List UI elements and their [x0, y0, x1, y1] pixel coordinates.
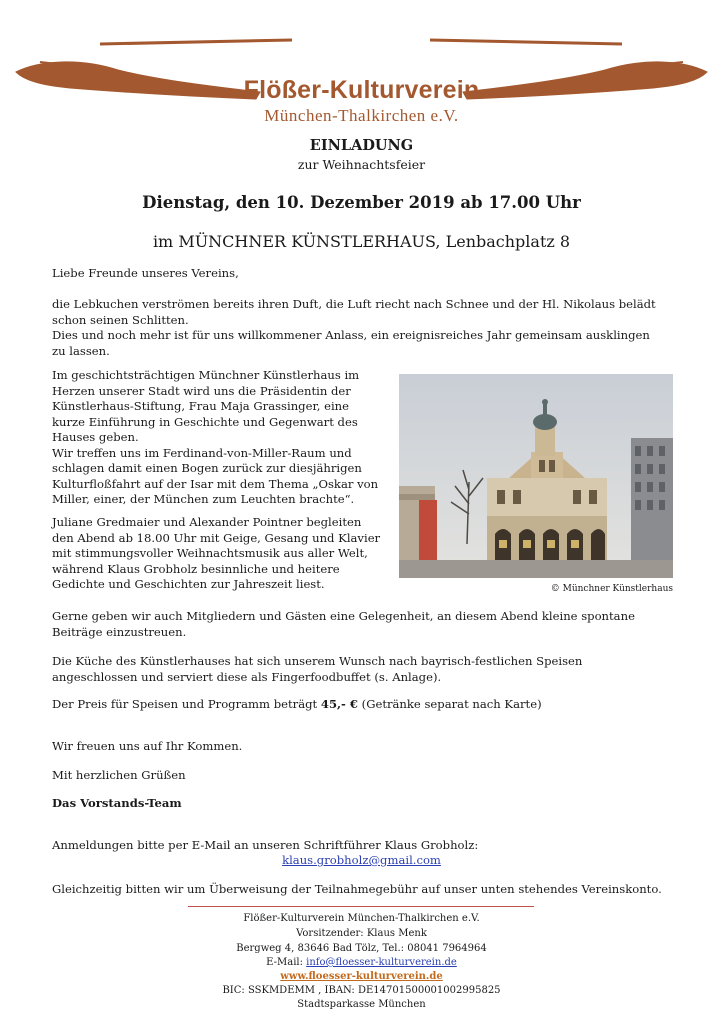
footer-email-link[interactable]: info@floesser-kulturverein.de — [306, 957, 457, 968]
text-line: Im geschichtsträchtigen Münchner Künstlerhaus im — [52, 368, 360, 382]
closing-line: Wir freuen uns auf Ihr Kommen. — [52, 739, 243, 753]
music-paragraph — [52, 515, 397, 593]
kuenstlerhaus-paragraph — [52, 368, 397, 508]
text-line: Gerne geben wir auch Mitgliedern und Gästen eine Gelegenheit, an diesem Abend kleine spontane — [52, 609, 635, 623]
price-suffix: (Getränke separat nach Karte) — [357, 697, 542, 711]
footer-bank-ids: BIC: SSKMDEMM , IBAN: DE14701500001002995825 — [222, 985, 501, 996]
registration-email-row — [0, 853, 723, 867]
text-line: Künstlerhaus-Stiftung, Frau Maja Grassinger, eine — [52, 399, 349, 413]
guests-paragraph — [52, 609, 672, 640]
footer-email-label: E-Mail: — [266, 957, 307, 968]
text-line: Beiträge einzustreuen. — [52, 624, 187, 639]
registration-email-link[interactable]: klaus.grobholz@gmail.com — [282, 853, 441, 867]
signature: Das Vorstands-Team — [52, 796, 182, 810]
org-logo-subtitle: München-Thalkirchen e.V. — [264, 106, 459, 125]
text-line: Hauses geben. — [52, 430, 139, 444]
text-line: mit stimmungsvoller Weihnachtsmusik aus aller Welt, — [52, 546, 368, 560]
photo-caption: © Münchner Künstlerhaus — [550, 584, 673, 594]
text-line: schlagen damit einen Bogen zurück zur diesjährigen — [52, 461, 362, 475]
text-line: während Klaus Grobholz besinnliche und heitere — [52, 561, 340, 576]
text-line: kurze Einführung in Geschichte und Gegenwart des — [52, 414, 358, 429]
event-date: Dienstag, den 10. Dezember 2019 ab 17.00 Uhr — [142, 193, 581, 212]
footer-bank: Stadtsparkasse München — [297, 999, 426, 1010]
text-line: Die Küche des Künstlerhauses hat sich unserem Wunsch nach bayrisch-festlichen Speisen — [52, 654, 583, 668]
org-logo-name: Flößer-Kulturverein — [243, 76, 480, 104]
text-line: zu lassen. — [52, 343, 110, 358]
text-line: Wir treffen uns im Ferdinand-von-Miller-Raum und — [52, 445, 352, 460]
footer-address: Bergweg 4, 83646 Bad Tölz, Tel.: 08041 7964964 — [236, 943, 487, 954]
regards: Mit herzlichen Grüßen — [52, 768, 186, 782]
text-line: angeschlossen und serviert diese als Fingerfoodbuffet (s. Anlage). — [52, 669, 442, 684]
greeting: Liebe Freunde unseres Vereins, — [52, 266, 239, 280]
price-prefix: Der Preis für Speisen und Programm beträgt — [52, 697, 321, 711]
text-line: die Lebkuchen verströmen bereits ihren Duft, die Luft riecht nach Schnee und der Hl. Nikolaus belädt — [52, 297, 656, 311]
text-line: den Abend ab 18.00 Uhr mit Geige, Gesang und Klavier — [52, 530, 381, 545]
text-line: Gedichte und Geschichten zur Jahreszeit liest. — [52, 577, 325, 591]
footer-website-row — [0, 969, 723, 984]
payment-text: Gleichzeitig bitten wir um Überweisung der Teilnahmegebühr auf unser unten stehendes Vereinskonto. — [52, 882, 662, 896]
price-amount: 45,- € — [320, 697, 358, 711]
footer-org: Flößer-Kulturverein München-Thalkirchen e.V. — [243, 913, 480, 924]
text-line: Juliane Gredmaier und Alexander Pointner begleiten — [52, 515, 362, 529]
registration-text: Anmeldungen bitte per E-Mail an unseren Schriftführer Klaus Grobholz: — [52, 838, 479, 852]
text-line: Herzen unserer Stadt wird uns die Präsidentin der — [52, 383, 351, 398]
text-line: schon seinen Schlitten. — [52, 312, 189, 327]
footer-email-row — [0, 955, 723, 970]
text-line: Miller, einer, der München zum Leuchten brachte“. — [52, 492, 355, 506]
kuenstlerhaus-photo — [399, 374, 673, 578]
event-venue: im MÜNCHNER KÜNSTLERHAUS, Lenbachplatz 8 — [152, 232, 571, 251]
intro-paragraph — [52, 297, 672, 359]
price-line — [52, 697, 672, 713]
occasion-subheading: zur Weihnachtsfeier — [297, 157, 426, 172]
footer-website-link[interactable]: www.floesser-kulturverein.de — [280, 971, 443, 982]
text-line: Kulturfloßfahrt auf der Isar mit dem Thema „Oskar von — [52, 476, 379, 491]
invitation-heading: EINLADUNG — [309, 137, 414, 154]
footer-divider — [188, 906, 534, 907]
food-paragraph — [52, 654, 672, 685]
footer-chair: Vorsitzender: Klaus Menk — [296, 928, 427, 939]
text-line: Dies und noch mehr ist für uns willkommener Anlass, ein ereignisreiches Jahr gemeinsam ausklingen — [52, 328, 650, 342]
